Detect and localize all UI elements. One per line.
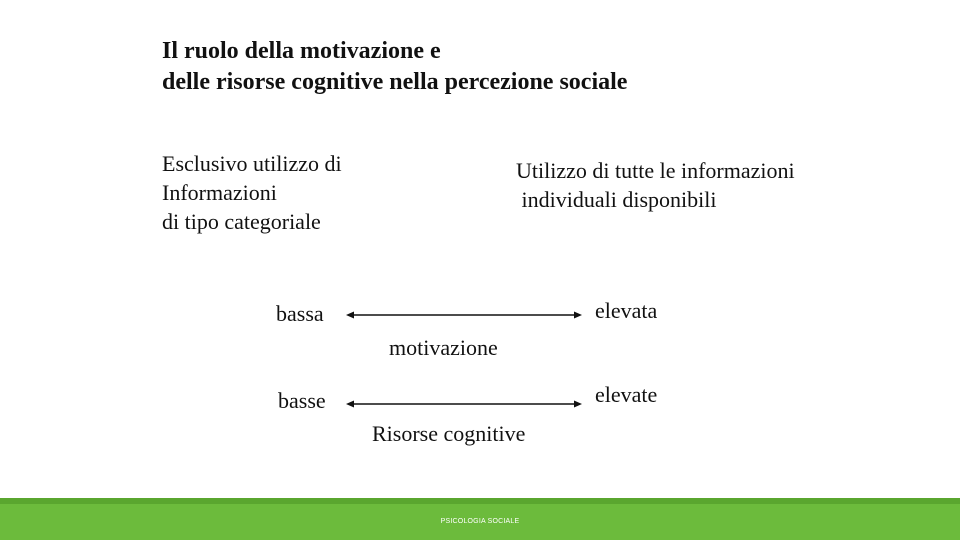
categorical-info-line-2: Informazioni — [162, 180, 277, 205]
motivation-double-arrow — [346, 308, 582, 322]
slide-title-line-2: delle risorse cognitive nella percezione sociale — [162, 69, 628, 95]
individual-info-line-1: Utilizzo di tutte le informazioni — [516, 158, 795, 183]
motivation-low-label: bassa — [276, 301, 324, 326]
resources-low-label: basse — [278, 388, 326, 413]
categorical-info-line-1: Esclusivo utilizzo di — [162, 151, 342, 176]
motivation-high-label: elevata — [595, 298, 658, 323]
footer-bar-accent — [0, 498, 960, 504]
resources-high-label: elevate — [595, 382, 658, 407]
motivation-axis-label: motivazione — [389, 335, 498, 360]
footer-label: PSICOLOGIA SOCIALE — [440, 518, 520, 525]
resources-axis-label: Risorse cognitive — [372, 421, 526, 446]
slide-title-line-1: Il ruolo della motivazione e — [162, 38, 441, 64]
slide-title — [162, 36, 627, 98]
individual-info-text — [516, 156, 795, 214]
resources-double-arrow — [346, 397, 582, 411]
categorical-info-line-3: di tipo categoriale — [162, 209, 321, 234]
individual-info-line-2: individuali disponibili — [516, 187, 717, 212]
categorical-info-text — [162, 149, 342, 236]
